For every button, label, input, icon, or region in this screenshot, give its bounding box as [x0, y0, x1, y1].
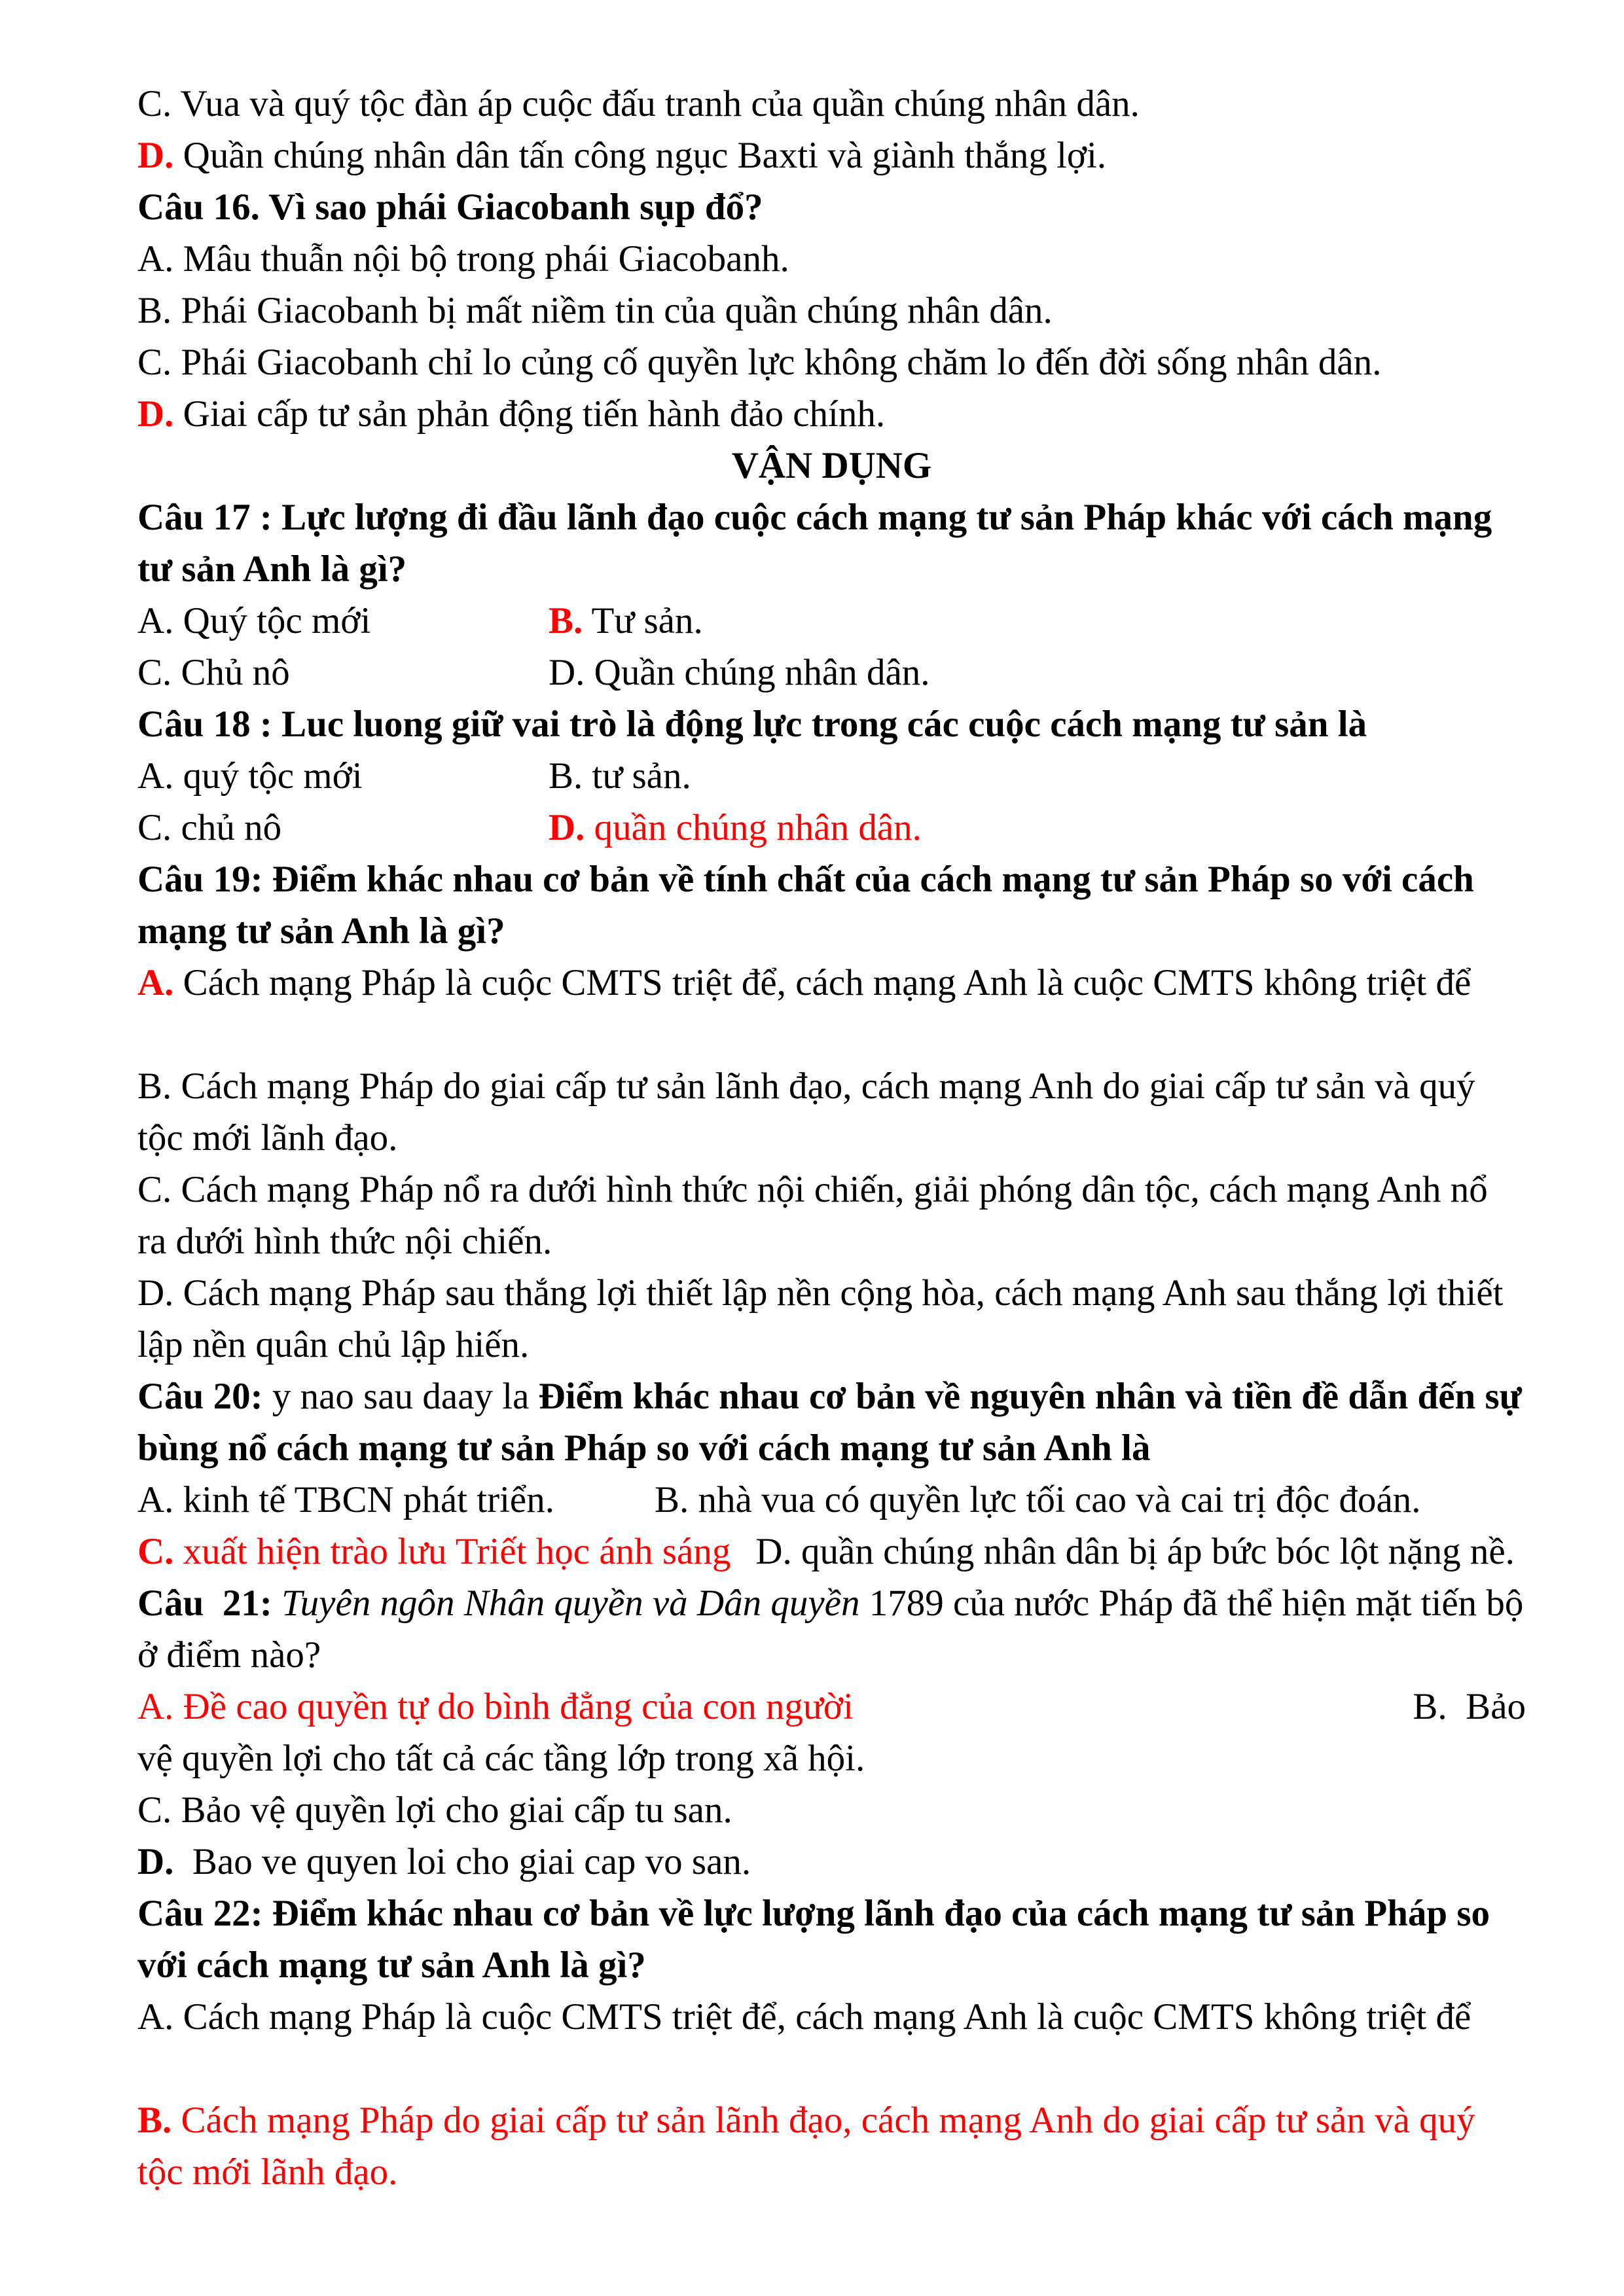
q18-option-d [549, 802, 922, 853]
option-text: D. Cách mạng Pháp sau thắng lợi thiết lập nền cộng hòa, cách mạng Anh sau thắng lợi thiết lập nền quân chủ lập hiến. [137, 1272, 1504, 1365]
q20-option-a [137, 1474, 655, 1526]
option-text: C. Cách mạng Pháp nổ ra dưới hình thức nội chiến, giải phóng dân tộc, cách mạng Anh nổ ra dưới hình thức nội chiến. [137, 1169, 1488, 1262]
q21-title [137, 1577, 1526, 1681]
q18-option-b [549, 750, 691, 802]
q21-options-row-ab [137, 1681, 1526, 1732]
option-text: D. Quần chúng nhân dân. [549, 652, 930, 693]
answer-marker: C. [137, 1531, 174, 1572]
answer-marker: D. [137, 393, 174, 435]
q16-option-c [137, 336, 1526, 388]
q17-option-c [137, 647, 549, 698]
q17-option-d [549, 647, 930, 698]
question-label: Câu 20: [137, 1376, 263, 1417]
q21-option-b-start [1413, 1681, 1526, 1732]
answer-marker: D. [137, 135, 174, 176]
question-title-text: Điểm khác nhau cơ bản về nguyên nhân và tiền đề dẫn đến sự bùng nổ cách mạng tư sản Pháp so với cách mạng tư sản Anh là [137, 1376, 1522, 1469]
q16-option-b [137, 285, 1526, 336]
option-text: Cách mạng Pháp là cuộc CMTS triệt để, cách mạng Anh là cuộc CMTS không triệt để [173, 962, 1471, 1003]
option-text: quần chúng nhân dân. [585, 807, 922, 848]
option-text: xuất hiện trào lưu Triết học ánh sáng [173, 1531, 731, 1572]
q21-option-b-continuation [137, 1732, 1526, 1784]
q21-option-a [137, 1681, 854, 1732]
option-text: A. Đề cao quyền tự do bình đẳng của con người [137, 1686, 854, 1727]
option-text: C. chủ nô [137, 807, 282, 848]
q17-option-b [549, 595, 703, 647]
option-text: A. Cách mạng Pháp là cuộc CMTS triệt để, cách mạng Anh là cuộc CMTS không triệt để [137, 1996, 1471, 2037]
q18-options-row-cd [137, 802, 1526, 853]
question-title-text: Câu 19: Điểm khác nhau cơ bản về tính chất của cách mạng tư sản Pháp so với cách mạng tư sản Anh là gì? [137, 859, 1474, 952]
blank-line [137, 1009, 1526, 1060]
q19-option-a [137, 957, 1526, 1009]
q19-option-d [137, 1267, 1526, 1371]
answer-marker: A. [137, 962, 174, 1003]
question-lead-in: y nao sau daay la [262, 1376, 539, 1417]
q20-option-c [137, 1526, 731, 1577]
q18-title [137, 698, 1526, 750]
q17-options-row-ab [137, 595, 1526, 647]
question-title-text: Câu 16. Vì sao phái Giacobanh sụp đổ? [137, 187, 763, 228]
q20-title [137, 1371, 1526, 1474]
option-text: vệ quyền lợi cho tất cả các tầng lớp trong xã hội. [137, 1738, 865, 1779]
q18-option-a [137, 750, 549, 802]
answer-marker: B. [549, 600, 583, 641]
q21-option-d [137, 1836, 1526, 1888]
question-label: Câu 21: [137, 1583, 272, 1624]
q18-options-row-ab [137, 750, 1526, 802]
q16-title [137, 181, 1526, 233]
option-text: B. tư sản. [549, 755, 691, 797]
blank-line [137, 2043, 1526, 2094]
option-text: A. quý tộc mới [137, 755, 363, 797]
q16-option-d [137, 388, 1526, 440]
option-text: Giai cấp tư sản phản động tiến hành đảo chính. [173, 393, 886, 435]
answer-marker: D. [549, 807, 585, 848]
option-text: B. Bảo [1413, 1686, 1526, 1727]
q15-option-d [137, 130, 1526, 181]
option-text: B. nhà vua có quyền lực tối cao và cai trị độc đoán. [655, 1479, 1421, 1520]
option-text: Tư sản. [583, 600, 703, 641]
q19-option-b [137, 1060, 1526, 1164]
answer-marker: B. [137, 2100, 172, 2141]
option-text: B. Phái Giacobanh bị mất niềm tin của quần chúng nhân dân. [137, 290, 1053, 331]
q22-title [137, 1888, 1526, 1991]
q17-title [137, 492, 1526, 595]
q17-option-a [137, 595, 549, 647]
option-text: C. Bảo vệ quyền lợi cho giai cấp tu san. [137, 1789, 732, 1831]
q16-option-a [137, 233, 1526, 285]
q20-options-row-ab [137, 1474, 1526, 1526]
q19-option-c [137, 1164, 1526, 1267]
question-title-text: 1789 của nước Pháp đã thể hiện mặt tiến bộ ở điểm nào? [137, 1583, 1524, 1676]
option-text: C. Chủ nô [137, 652, 290, 693]
q20-option-b [655, 1474, 1421, 1526]
option-text: Cách mạng Pháp do giai cấp tư sản lãnh đạo, cách mạng Anh do giai cấp tư sản và quý tộc mới lãnh đạo. [137, 2100, 1475, 2193]
option-text: C. Phái Giacobanh chỉ lo củng cố quyền lực không chăm lo đến đời sống nhân dân. [137, 342, 1382, 383]
section-heading [137, 440, 1526, 492]
question-title-text: Câu 17 : Lực lượng đi đầu lãnh đạo cuộc cách mạng tư sản Pháp khác với cách mạng tư sản Anh là gì? [137, 497, 1492, 590]
option-text: A. kinh tế TBCN phát triển. [137, 1479, 554, 1520]
option-text: A. Quý tộc mới [137, 600, 371, 641]
question-title-text: Câu 22: Điểm khác nhau cơ bản về lực lượng lãnh đạo của cách mạng tư sản Pháp so với cách mạng tư sản Anh là gì? [137, 1893, 1490, 1986]
q17-options-row-cd [137, 647, 1526, 698]
q18-option-c [137, 802, 549, 853]
q22-option-a [137, 1991, 1526, 2043]
q21-option-c [137, 1784, 1526, 1836]
section-heading-text: VẬN DỤNG [731, 445, 932, 486]
q15-option-c [137, 78, 1526, 130]
option-text: Bao ve quyen loi cho giai cap vo san. [173, 1841, 751, 1882]
question-title-text: Câu 18 : Luc luong giữ vai trò là động lực trong các cuộc cách mạng tư sản là [137, 704, 1367, 745]
q19-title [137, 853, 1526, 957]
q22-option-b [137, 2094, 1526, 2198]
q20-options-row-cd [137, 1526, 1526, 1577]
answer-marker: D. [137, 1841, 174, 1882]
option-text: A. Mâu thuẫn nội bộ trong phái Giacobanh. [137, 238, 789, 279]
option-text: D. quần chúng nhân dân bị áp bức bóc lột nặng nề. [755, 1531, 1515, 1572]
option-text: C. Vua và quý tộc đàn áp cuộc đấu tranh của quần chúng nhân dân. [137, 83, 1140, 124]
option-text: B. Cách mạng Pháp do giai cấp tư sản lãnh đạo, cách mạng Anh do giai cấp tư sản và quý tộc mới lãnh đạo. [137, 1066, 1475, 1158]
document-title-italic: Tuyên ngôn Nhân quyền và Dân quyền [272, 1583, 869, 1624]
q20-option-d [755, 1526, 1515, 1577]
option-text: Quần chúng nhân dân tấn công ngục Baxti và giành thắng lợi. [173, 135, 1107, 176]
